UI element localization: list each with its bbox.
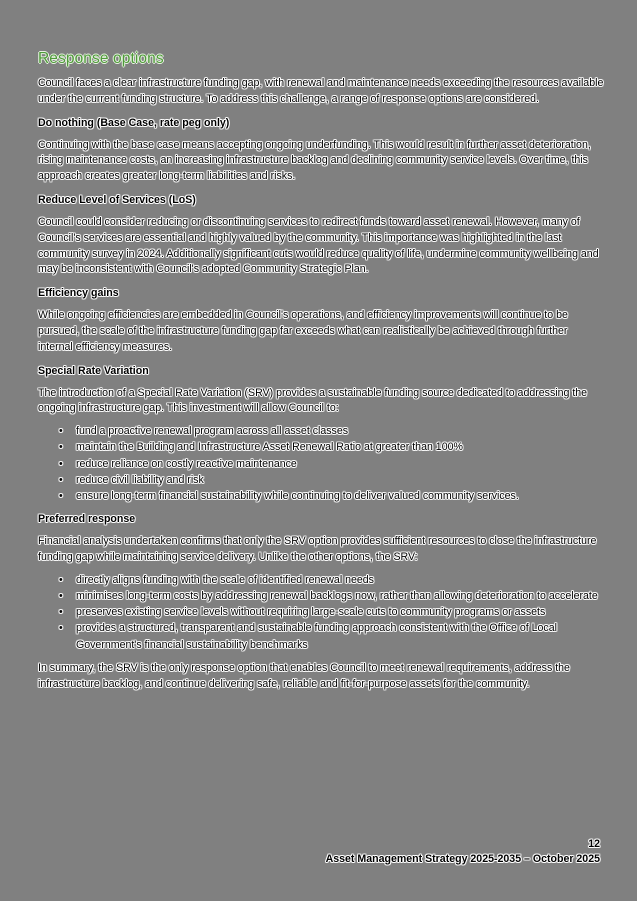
- bullet-icon: •: [59, 589, 63, 602]
- bullet-icon: •: [59, 606, 63, 619]
- paragraph-preferred-response: Financial analysis undertaken confirms that only the SRV option provides sufficient resources to close the infrastructure funding gap while maintaining service delivery. Unlike the other options, the SRV:: [38, 535, 597, 563]
- bullet-icon: •: [59, 489, 63, 502]
- paragraph-reduce-los: Council could consider reducing or discontinuing services to redirect funds toward asset renewal. However, many of Council's services are essential and highly valued by the community. This importance was highlighted in the last community survey in 2024. Additionally significant cuts would reduce quality of life, undermine community wellbeing and may be inconsistent with Council's adopted Community Strategic Plan.: [38, 215, 599, 276]
- subheading-special-rate-variation: Special Rate Variation: [38, 364, 149, 377]
- list-item: • directly aligns funding with the scale of identified renewal needs: [76, 572, 604, 588]
- document-title: Asset Management Strategy 2025-2035 – October 2025: [325, 853, 600, 865]
- intro-paragraph: Council faces a clear infrastructure funding gap, with renewal and maintenance needs exceeding the resources available under the current funding structure. To address this challenge, a range of response options are considered.: [38, 77, 604, 105]
- summary-paragraph: In summary, the SRV is the only response option that enables Council to meet renewal requirements, address the infrastructure backlog, and continue delivering safe, reliable and fit-for-purpose assets for the community.: [38, 661, 570, 690]
- bullet-icon: •: [59, 473, 63, 486]
- paragraph-efficiency-gains: While ongoing efficiencies are embedded in Council's operations, and efficiency improvements will continue to be pursued, the scale of the infrastructure funding gap far exceeds what can realistically be achieved through further internal efficiency measures.: [38, 309, 568, 353]
- paragraph-special-rate-variation: The introduction of a Special Rate Variation (SRV) provides a sustainable funding source dedicated to addressing the ongoing infrastructure gap. This investment will allow Council to:: [38, 386, 588, 415]
- list-item: • reduce civil liability and risk: [76, 472, 604, 488]
- subheading-do-nothing: Do nothing (Base Case, rate peg only): [38, 116, 230, 129]
- list-item: • minimises long-term costs by addressing renewal backlogs now, rather than allowing deterioration to accelerate: [76, 588, 604, 604]
- paragraph-do-nothing: Continuing with the base case means accepting ongoing underfunding. This would result in further asset deterioration, rising maintenance costs, an increasing infrastructure backlog and declining community service levels. Over time, this approach creates greater long-term liabilities and risks.: [38, 138, 591, 183]
- list-item: • provides a structured, transparent and sustainable funding approach consistent with the Office of Local Government's financial sustainability benchmarks: [59, 622, 557, 651]
- document-page: [38, 50, 604, 700]
- bullet-icon: •: [59, 622, 63, 635]
- subheading-efficiency-gains: Efficiency gains: [38, 287, 119, 300]
- srv-benefits-list: [38, 423, 604, 504]
- page-number: 12: [588, 838, 600, 850]
- section-heading: Response options: [38, 50, 164, 67]
- subheading-reduce-los: Reduce Level of Services (LoS): [38, 193, 196, 206]
- srv-advantages-list: [38, 572, 604, 653]
- bullet-icon: •: [59, 425, 63, 438]
- list-item: • maintain the Building and Infrastructure Asset Renewal Ratio at greater than 100%: [76, 439, 604, 455]
- subheading-preferred-response: Preferred response: [38, 513, 136, 526]
- list-item: • fund a proactive renewal program across all asset classes: [76, 423, 604, 439]
- list-item: • reduce reliance on costly reactive maintenance: [76, 456, 604, 472]
- bullet-icon: •: [59, 457, 63, 470]
- bullet-icon: •: [59, 573, 63, 586]
- page-footer: [326, 837, 600, 867]
- list-item: • ensure long-term financial sustainability while continuing to deliver valued community services.: [76, 488, 604, 504]
- bullet-icon: •: [59, 441, 63, 454]
- list-item: • preserves existing service levels without requiring large-scale cuts to community programs or assets: [76, 604, 604, 620]
